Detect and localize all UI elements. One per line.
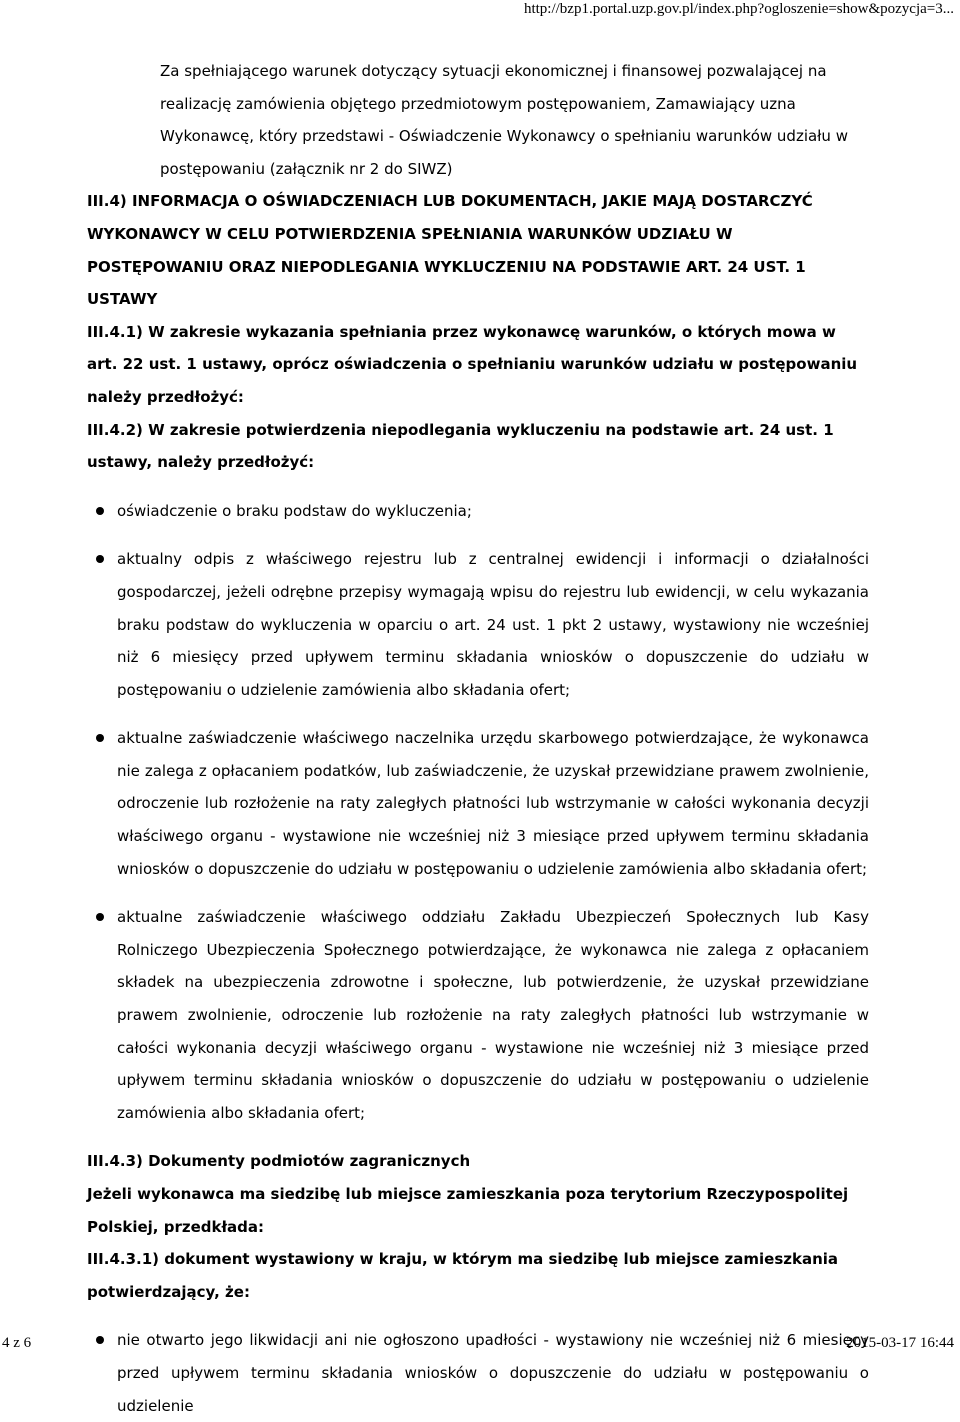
subsection-4-3-1: III.4.3.1) dokument wystawiony w kraju, w którym ma siedzibę lub miejsce zamieszkania potwierdzający, że: [87, 1250, 839, 1301]
document-body [87, 55, 869, 1422]
documents-list [87, 495, 869, 1130]
list-item: nie otwarto jego likwidacji ani nie ogłoszono upadłości - wystawiony nie wcześniej niż 6 miesięcy przed upływem terminu składania wniosków o dopuszczenie do udziału w postępowaniu o udzielenie [87, 1324, 869, 1422]
bullet-icon [96, 1336, 104, 1344]
list-item: aktualne zaświadczenie właściwego naczelnika urzędu skarbowego potwierdzające, że wykonawca nie zalega z opłacaniem podatków, lub zaświadczenie, że uzyskał przewidziane prawem zwolnienie, odroczenie lub rozłożenie na raty zaległych płatności lub wstrzymanie w całości wykonania decyzji właściwego organu - wystawione nie wcześniej niż 3 miesiące przed upływem terminu składania wniosków o dopuszczenie do udziału w postępowaniu o udzielenie zamówienia albo składania ofert; [87, 722, 869, 885]
subsection-4-1: III.4.1) W zakresie wykazania spełniania przez wykonawcę warunków, o których mowa w art. 22 ust. 1 ustawy, oprócz oświadczenia o spełnianiu warunków udziału w postępowaniu należy przedłożyć: [87, 322, 858, 406]
bullet-icon [96, 555, 104, 563]
subsection-4-2: III.4.2) W zakresie potwierdzenia niepodlegania wykluczeniu na podstawie art. 24 ust. 1 ustawy, należy przedłożyć: [87, 420, 834, 472]
page-url: http://bzp1.portal.uzp.gov.pl/index.php?ogloszenie=show&pozycja=3... [523, 1, 954, 17]
bullet-icon [96, 734, 104, 742]
list-item: oświadczenie o braku podstaw do wykluczenia; [87, 495, 869, 528]
bullet-icon [96, 507, 104, 515]
section-heading: III.4) INFORMACJA O OŚWIADCZENIACH LUB DOKUMENTACH, JAKIE MAJĄ DOSTARCZYĆ WYKONAWCY W CELU POTWIERDZENIA SPEŁNIANIA WARUNKÓW UDZIAŁU W POSTĘPOWANIU ORAZ NIEPODLEGANIA WYKLUCZENIU NA PODSTAWIE ART. 24 UST. 1 USTAWY [87, 192, 813, 309]
bullet-icon [96, 913, 104, 921]
page-number: 4 z 6 [2, 1335, 32, 1351]
subsection-4-3: III.4.3) Dokumenty podmiotów zagranicznych [87, 1152, 471, 1171]
foreign-intro: Jeżeli wykonawca ma siedzibę lub miejsce zamieszkania poza terytorium Rzeczypospolitej Polskiej, przedkłada: [87, 1185, 849, 1236]
list-item: aktualny odpis z właściwego rejestru lub z centralnej ewidencji i informacji o działalności gospodarczej, jeżeli odrębne przepisy wymagają wpisu do rejestru lub ewidencji, w celu wykazania braku podstaw do wykluczenia w oparciu o art. 24 ust. 1 pkt 2 ustawy, wystawiony nie wcześniej niż 6 miesięcy przed upływem terminu składania wniosków o dopuszczenie do udziału w postępowaniu o udzielenie zamówienia albo składania ofert; [87, 543, 869, 706]
list-item: aktualne zaświadczenie właściwego oddziału Zakładu Ubezpieczeń Społecznych lub Kasy Rolniczego Ubezpieczenia Społecznego potwierdzające, że wykonawca nie zalega z opłacaniem składek na ubezpieczenia zdrowotne i społeczne, lub potwierdzenie, że uzyskał przewidziane prawem zwolnienie, odroczenie lub rozłożenie na raty zaległych płatności lub wstrzymanie w całości wykonania decyzji właściwego organu - wystawione nie wcześniej niż 3 miesiące przed upływem terminu składania wniosków o dopuszczenie do udziału w postępowaniu o udzielenie zamówienia albo składania ofert; [87, 901, 869, 1129]
foreign-documents-list [87, 1324, 869, 1422]
intro-paragraph: Za spełniającego warunek dotyczący sytuacji ekonomicznej i finansowej pozwalającej na realizację zamówienia objętego przedmiotowym postępowaniem, Zamawiający uzna Wykonawcę, który przedstawi - Oświadczenie Wykonawcy o spełnianiu warunków udziału w postępowaniu (załącznik nr 2 do SIWZ) [160, 62, 848, 178]
print-datetime: 2015-03-17 16:44 [846, 1335, 954, 1351]
